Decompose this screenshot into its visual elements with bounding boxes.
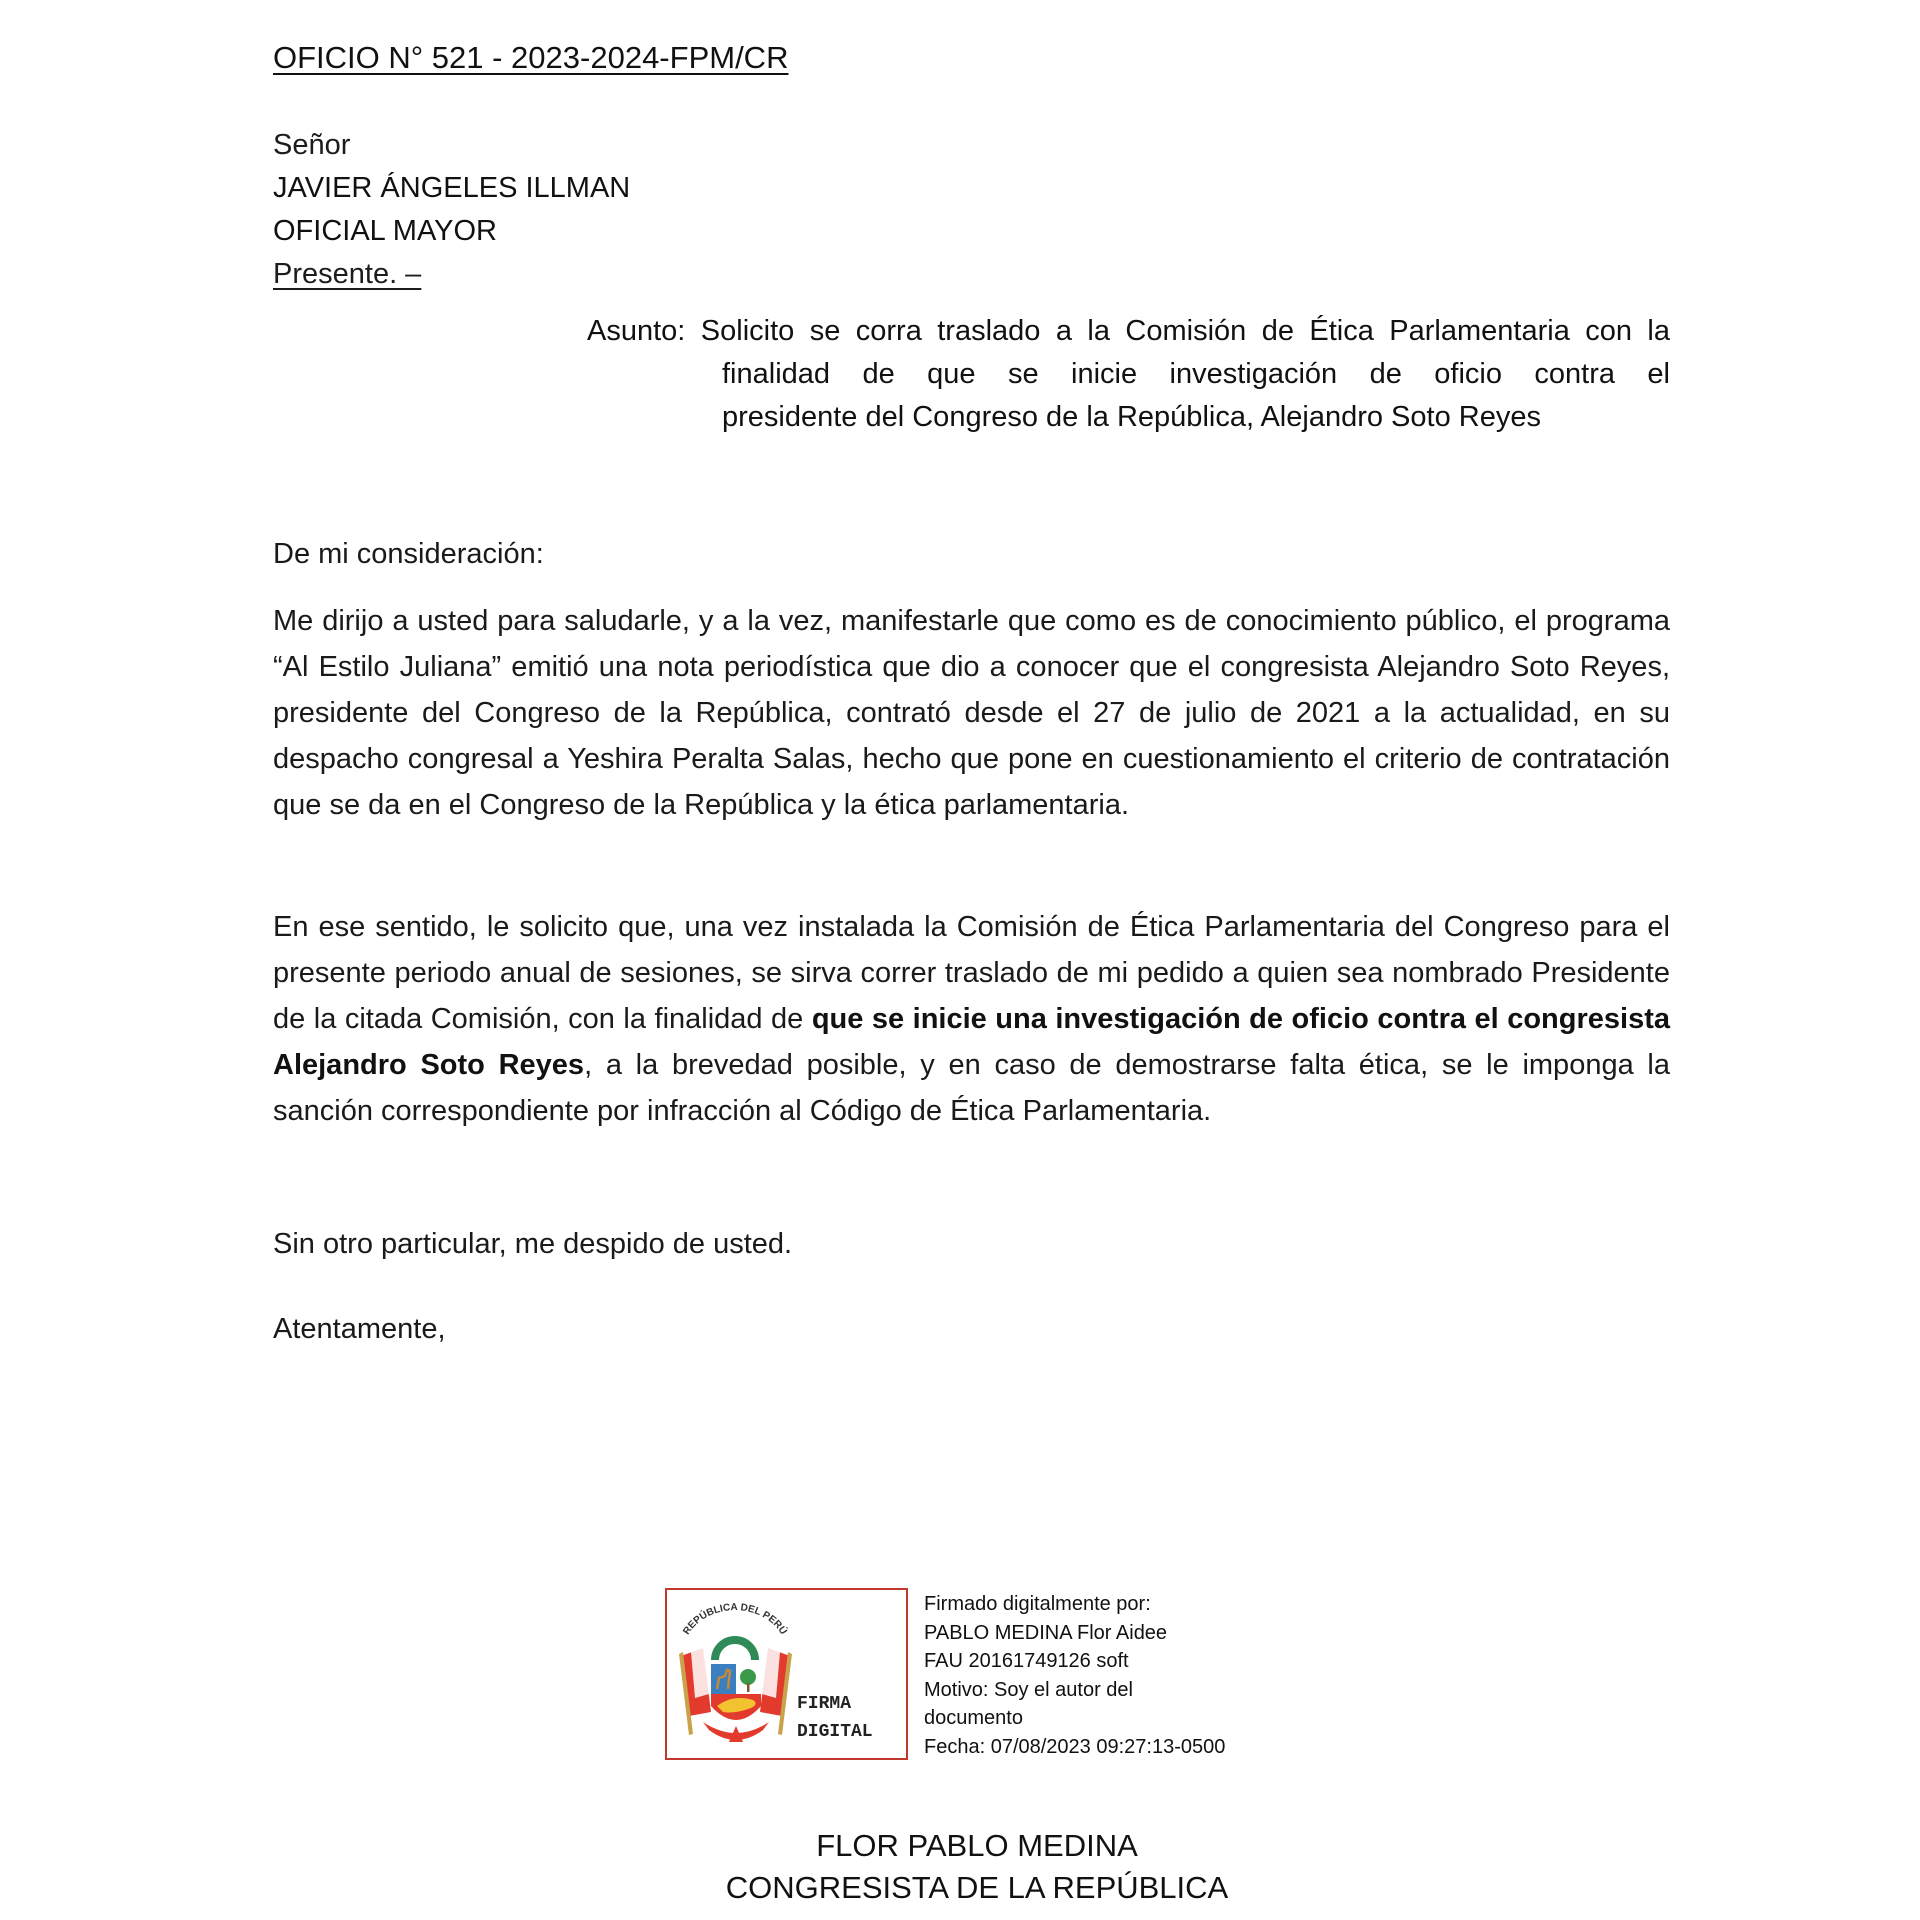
regards-line: Atentamente, — [273, 1313, 446, 1345]
salutation: Señor — [273, 129, 351, 161]
subject-line-1: Asunto: Solicito se corra traslado a la Comisión de Ética Parlamentaria con la — [587, 315, 1671, 347]
svg-text:REPÚBLICA DEL PERÚ — [681, 1602, 790, 1637]
subject-label: Asunto: — [587, 315, 686, 347]
subject-line-3: presidente del Congreso de la República, Alejandro Soto Reyes — [722, 401, 1541, 433]
signature-line: documento — [924, 1707, 1023, 1729]
signature-line: FAU 20161749126 soft — [924, 1650, 1129, 1672]
signature-line: Motivo: Soy el autor del — [924, 1678, 1133, 1701]
closing-line: Sin otro particular, me despido de usted. — [273, 1228, 793, 1260]
signatory-name: FLOR PABLO MEDINA — [816, 1828, 1138, 1863]
subject-block — [587, 310, 1670, 439]
greeting: De mi consideración: — [273, 538, 544, 570]
signature-details — [924, 1590, 1225, 1761]
paragraph-2: En ese sentido, le solicito que, una vez instalada la Comisión de Ética Parlamentaria del Congreso para el presente periodo anual de sesiones, se sirva correr traslado de mi pedido a quien sea nombrado Presidente de la citada Comisión, con la finalidad de que se inicie una investigación de oficio contra el congresista Alejandro Soto Reyes, a la brevedad posible, y en caso de demostrarse falta ética, se le imponga la sanción correspondiente por infracción al Código de Ética Parlamentaria. — [273, 911, 1670, 1127]
signature-line: Firmado digitalmente por: — [924, 1593, 1151, 1615]
presente-line: Presente. – — [273, 258, 422, 290]
subject-line-2: finalidad de que se inicie investigación de oficio contra el — [722, 358, 1670, 390]
peru-coat-of-arms-icon — [673, 1594, 798, 1754]
oficio-number: OFICIO N° 521 - 2023-2024-FPM/CR — [273, 40, 789, 75]
digital-signature-seal — [665, 1588, 908, 1760]
recipient-name: JAVIER ÁNGELES ILLMAN — [273, 172, 631, 204]
seal-arc-text: REPÚBLICA DEL PERÚ — [681, 1602, 789, 1637]
signatory-title: CONGRESISTA DE LA REPÚBLICA — [725, 1870, 1229, 1905]
firma-digital-label: FIRMA DIGITAL — [797, 1694, 873, 1742]
signature-line: PABLO MEDINA Flor Aidee — [924, 1621, 1168, 1644]
paragraph-2-emphasis: que se inicie una investigación de oficio contra el congresista Alejandro Soto Reyes — [273, 1003, 1670, 1081]
recipient-position: OFICIAL MAYOR — [273, 215, 497, 247]
paragraph-1: Me dirijo a usted para saludarle, y a la vez, manifestarle que como es de conocimiento público, el programa “Al Estilo Juliana” emitió una nota periodística que dio a conocer que el congresista Alejandro Soto Reyes, presidente del Congreso de la República, contrató desde el 27 de julio de 2021 a la actualidad, en su despacho congresal a Yeshira Peralta Salas, hecho que pone en cuestionamiento el criterio de contratación que se da en el Congreso de la República y la ética parlamentaria. — [273, 605, 1670, 821]
signature-line: Fecha: 07/08/2023 09:27:13-0500 — [924, 1735, 1226, 1758]
